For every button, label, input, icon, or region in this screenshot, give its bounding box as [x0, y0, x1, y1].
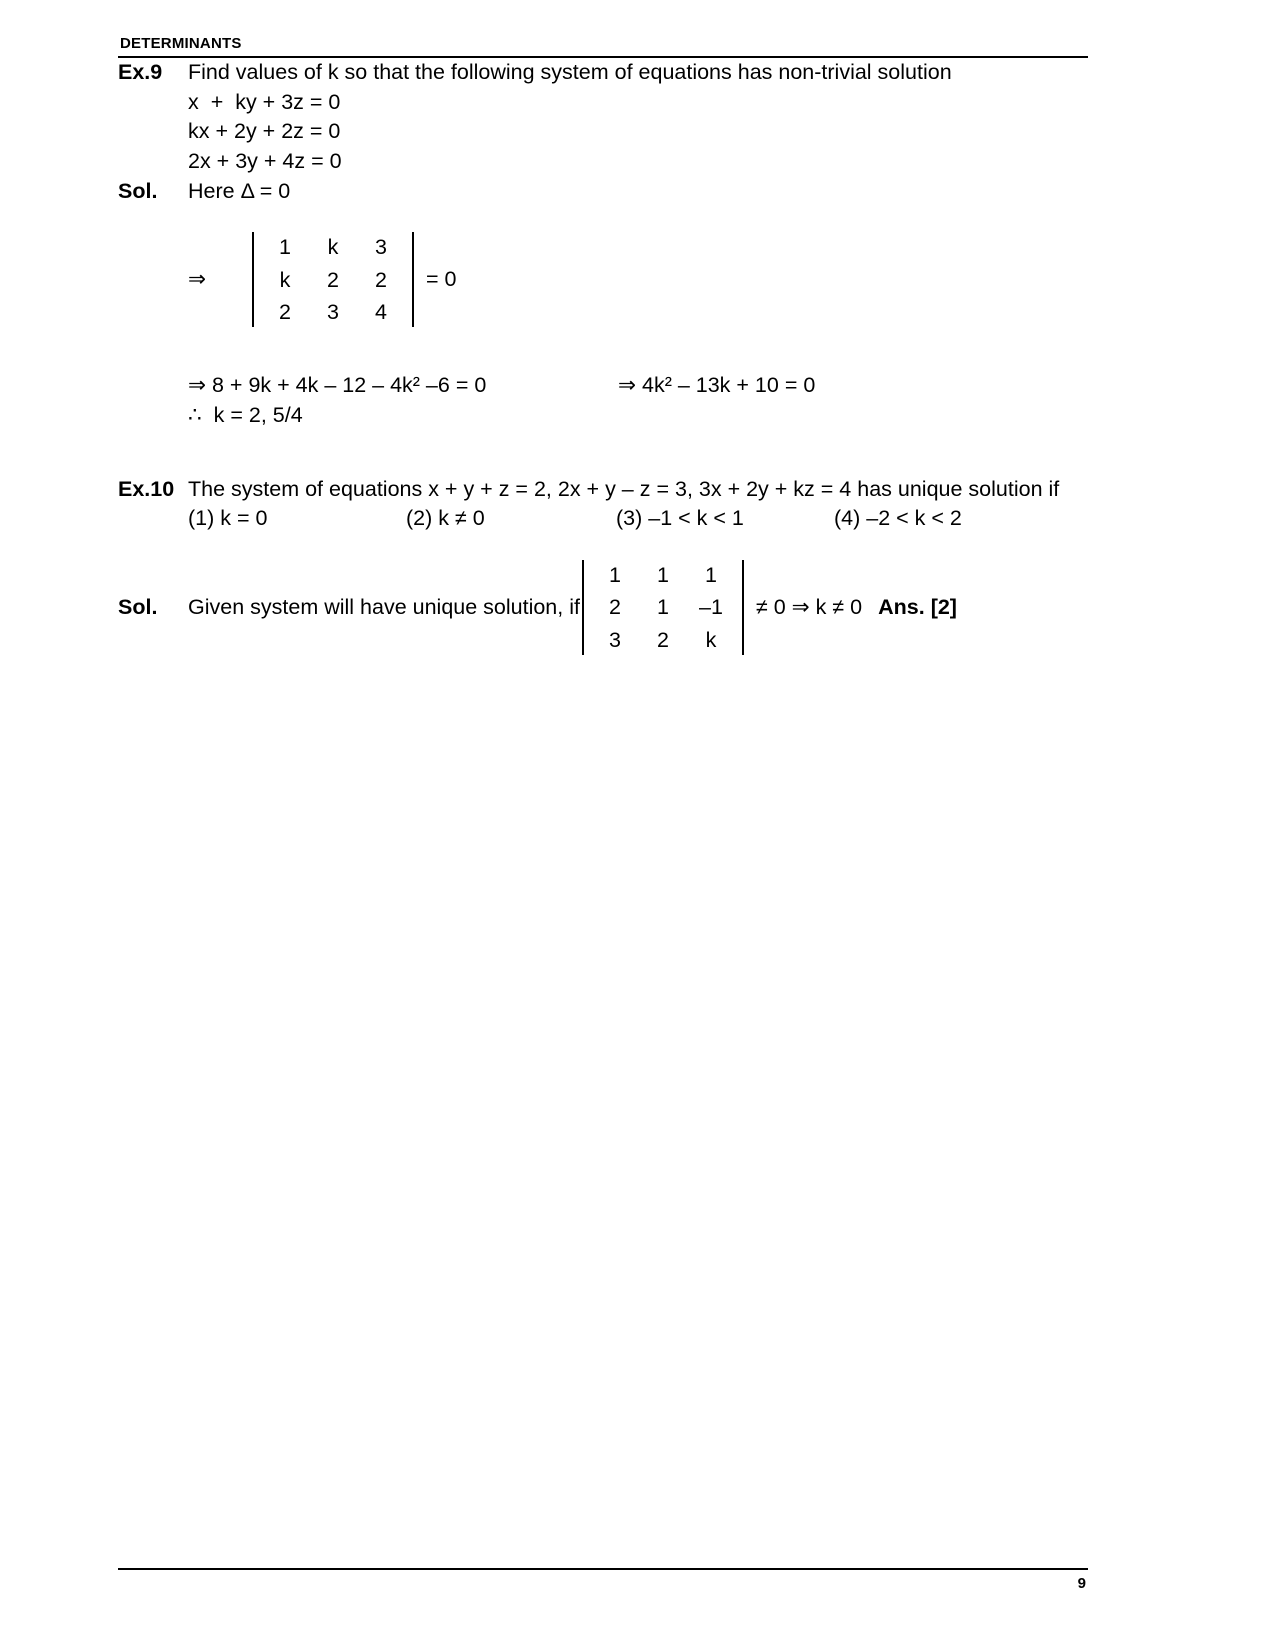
example-9-determinant-block [118, 232, 1093, 327]
example-10-determinant-grid [591, 560, 735, 655]
det-cell: 4 [375, 300, 387, 325]
example-10-determinant [582, 560, 744, 655]
example-10-determinant-tail: ≠ 0 ⇒ k ≠ 0 [755, 594, 863, 619]
example-9-sol-intro: Here Δ = 0 [188, 178, 291, 203]
example-9-expansion-right: ⇒ 4k² – 13k + 10 = 0 [618, 373, 816, 398]
page-number: 9 [1077, 1575, 1086, 1592]
implies-arrow-icon: ⇒ [188, 267, 207, 292]
example-9-determinant-tail: = 0 [426, 267, 457, 292]
option-3[interactable]: (3) –1 < k < 1 [616, 506, 744, 531]
det-cell: 1 [608, 563, 621, 588]
det-cell: –1 [699, 595, 723, 620]
example-10-question-row [118, 475, 1093, 505]
det-cell: 3 [375, 235, 387, 260]
example-9-determinant [252, 232, 414, 327]
example-9-equation-2: kx + 2y + 2z = 0 [188, 119, 341, 144]
example-10-sol-text: Given system will have unique solution, if [188, 594, 580, 619]
example-9-question-row [118, 58, 1093, 88]
example-9-solution-row [118, 177, 1093, 207]
det-cell: 1 [279, 235, 291, 260]
example-9-conclusion: ∴ k = 2, 5/4 [188, 403, 303, 428]
option-4[interactable]: (4) –2 < k < 2 [834, 506, 962, 531]
det-cell: 3 [327, 300, 339, 325]
option-1[interactable]: (1) k = 0 [188, 506, 268, 531]
example-9-tag: Ex.9 [118, 60, 163, 84]
det-cell: 3 [608, 627, 621, 652]
page-content [118, 58, 1093, 655]
example-9-question: Find values of k so that the following system of equations has non-trivial solution [188, 60, 952, 84]
example-10-question: The system of equations x + y + z = 2, 2x + y – z = 3, 3x + 2y + kz = 4 has unique solution if [188, 476, 1060, 501]
example-9-sol-tag: Sol. [118, 178, 158, 203]
spacer [118, 534, 1093, 560]
example-10-sol-tag: Sol. [118, 594, 158, 619]
example-10-answer: Ans. [2] [878, 594, 957, 619]
header-title: DETERMINANTS [120, 35, 242, 52]
det-cell: 2 [656, 627, 669, 652]
example-9-equation-1: x + ky + 3z = 0 [188, 89, 341, 114]
example-10-options [118, 504, 1093, 534]
page-header [118, 36, 1088, 58]
spacer [118, 206, 1093, 232]
example-10-solution-row [118, 560, 1093, 655]
example-9-expansion-row [118, 371, 1093, 401]
det-cell: 1 [704, 563, 717, 588]
det-cell: 2 [608, 595, 621, 620]
option-2[interactable]: (2) k ≠ 0 [406, 506, 485, 531]
det-cell: 1 [656, 563, 669, 588]
det-cell: 1 [656, 595, 669, 620]
det-cell: k [705, 627, 717, 652]
spacer [118, 327, 1093, 371]
det-cell: 2 [327, 267, 339, 292]
det-cell: 2 [279, 300, 291, 325]
example-10-tag: Ex.10 [118, 476, 175, 501]
example-9-determinant-row [188, 232, 1093, 327]
example-9-determinant-grid [261, 232, 405, 327]
spacer [118, 431, 1093, 475]
example-9-equation-3: 2x + 3y + 4z = 0 [188, 148, 342, 173]
page-footer [118, 1568, 1088, 1592]
example-9-expansion-left: ⇒ 8 + 9k + 4k – 12 – 4k² –6 = 0 [188, 373, 487, 398]
det-cell: 2 [375, 267, 387, 292]
det-cell: k [279, 267, 291, 292]
det-cell: k [327, 235, 339, 260]
